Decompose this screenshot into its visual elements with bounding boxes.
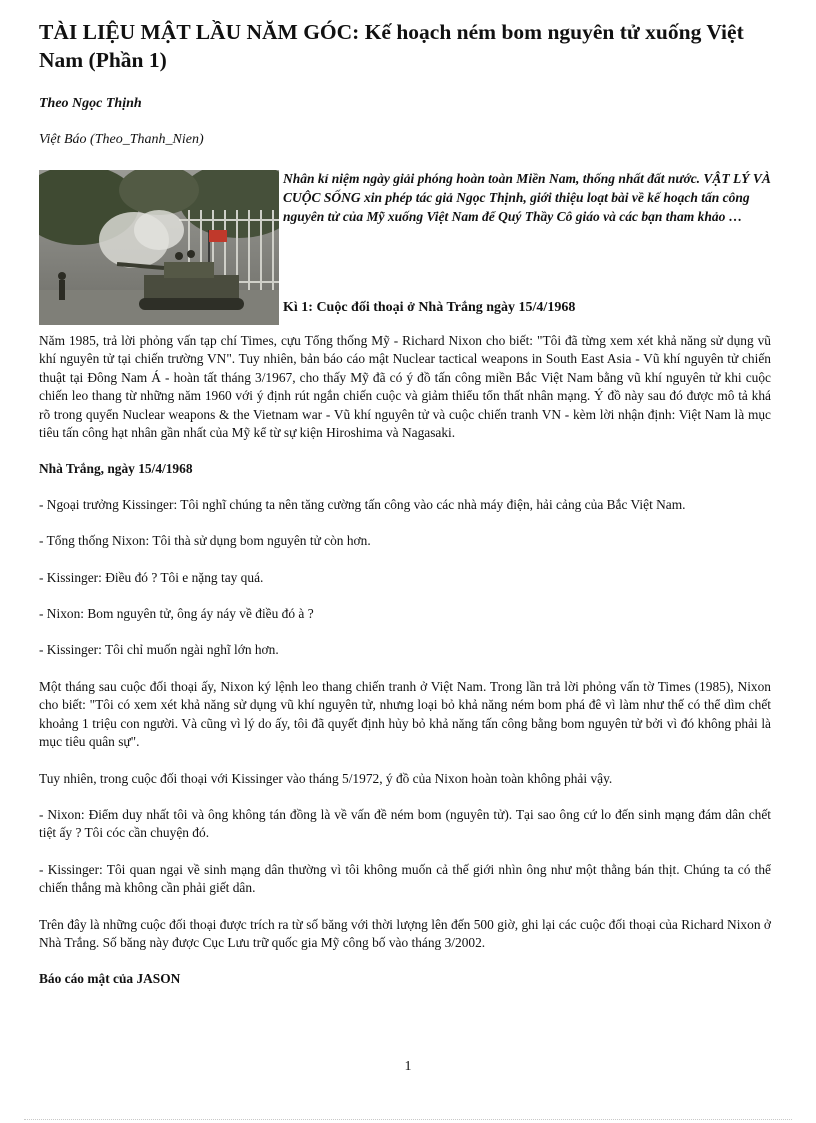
author-line: Theo Ngọc Thịnh [39, 96, 142, 111]
tank-photo [39, 170, 279, 325]
intro-paragraph: Nhân kỉ niệm ngày giải phóng hoàn toàn Miền Nam, thống nhất đất nước. VẬT LÝ VÀ CUỘC SỐNG xin phép tác giả Ngọc Thịnh, giới thiệu loạt bài về kế hoạch tấn công nguyên tử của Mỹ xuống Việt Nam để Quý Thầy Cô giáo và các bạn tham khảo … [283, 171, 771, 224]
dialogue-line: - Nixon: Điểm duy nhất tôi và ông không tán đồng là về vấn đề ném bom (nguyên tử). Tại sao ông cứ lo đến sinh mạng đám dân chết tiệt ấy ? Tôi cóc cần chuyện đó. [39, 806, 771, 841]
dialogue-line: - Nixon: Bom nguyên tử, ông áy náy về điều đó à ? [39, 606, 314, 622]
dialogue-line: - Kissinger: Tôi quan ngại về sinh mạng dân thường vì tôi không muốn cả thế giới nhìn ông như một thằng bán thịt. Chúng ta có thể chiến thắng mà không cần phải giết dân. [39, 861, 771, 896]
dialogue-line: - Ngoại trưởng Kissinger: Tôi nghĩ chúng ta nên tăng cường tấn công vào các nhà máy điện, hải cảng của Bắc Việt Nam. [39, 496, 686, 512]
dialogue-line: - Kissinger: Điều đó ? Tôi e nặng tay quá. [39, 569, 264, 585]
source-line: Việt Báo (Theo_Thanh_Nien) [39, 132, 204, 147]
section-heading-white-house: Nhà Trắng, ngày 15/4/1968 [39, 461, 193, 477]
tank-photo-illustration [39, 170, 279, 325]
section-heading-jason: Báo cáo mật của JASON [39, 971, 181, 987]
dialogue-line: - Tổng thống Nixon: Tôi thà sử dụng bom nguyên tử còn hơn. [39, 533, 371, 549]
paragraph-1: Năm 1985, trả lời phỏng vấn tạp chí Times, cựu Tổng thống Mỹ - Richard Nixon cho biết: "Tôi đã từng xem xét khả năng sử dụng vũ khí nguyên tử tại chiến trường VN". Tuy nhiên, bản báo cáo mật Nuclear tactical weapons in South East Asia - Vũ khí nguyên tử chiến thuật tại Đông Nam Á - hoàn tất tháng 3/1967, cho thấy Mỹ đã có ý đồ tấn công miền Bắc Việt Nam bằng vũ khí nguyên tử khi cuộc chiến leo thang từ những năm 1960 với ý định rút ngắn chiến cuộc và giảm thiểu tổn thất nhân mạng. Ý đồ này sau đó được mô tả khá rõ trong quyển Nuclear weapons & the Vietnam war - Vũ khí nguyên tử và cuộc chiến tranh VN - kèm lời nhận định: Việt Nam là mục tiêu tấn công hạt nhân gần nhất của Mỹ kể từ sự kiện Hiroshima và Nagasaki. [39, 333, 771, 441]
part-heading: Kì 1: Cuộc đối thoại ở Nhà Trắng ngày 15/4/1968 [283, 300, 576, 315]
document-title: TÀI LIỆU MẬT LẦU NĂM GÓC: Kế hoạch ném bom nguyên tử xuống Việt Nam (Phần 1) [39, 20, 744, 72]
dialogue-line: - Kissinger: Tôi chỉ muốn ngài nghĩ lớn hơn. [39, 642, 279, 658]
page-bottom-rule [24, 1119, 792, 1120]
document-page [39, 18, 771, 1006]
paragraph: Một tháng sau cuộc đối thoại ấy, Nixon ký lệnh leo thang chiến tranh ở Việt Nam. Trong lần trả lời phỏng vấn tờ Times (1985), Nixon cho biết: "Tôi có xem xét khả năng sử dụng vũ khí nguyên tử, nhưng loại bỏ khả năng ném bom phá đê vì làm như thế có thể dìm chết khoảng 1 triệu con người. Và cũng vì lý do ấy, tôi đã quyết định hủy bỏ khả năng tấn công bằng bom nguyên tử bởi vì đó không phải là mục tiêu quân sự". [39, 678, 771, 750]
page-number: 1 [404, 1059, 412, 1074]
paragraph: Tuy nhiên, trong cuộc đối thoại với Kissinger vào tháng 5/1972, ý đồ của Nixon hoàn toàn không phải vậy. [39, 770, 613, 786]
paragraph: Trên đây là những cuộc đối thoại được trích ra từ số băng với thời lượng lên đến 500 giờ, ghi lại các cuộc đối thoại của Richard Nixon ở Nhà Trắng. Số băng này được Cục Lưu trữ quốc gia Mỹ công bố vào tháng 3/2002. [39, 916, 771, 950]
intro-section [39, 170, 771, 326]
